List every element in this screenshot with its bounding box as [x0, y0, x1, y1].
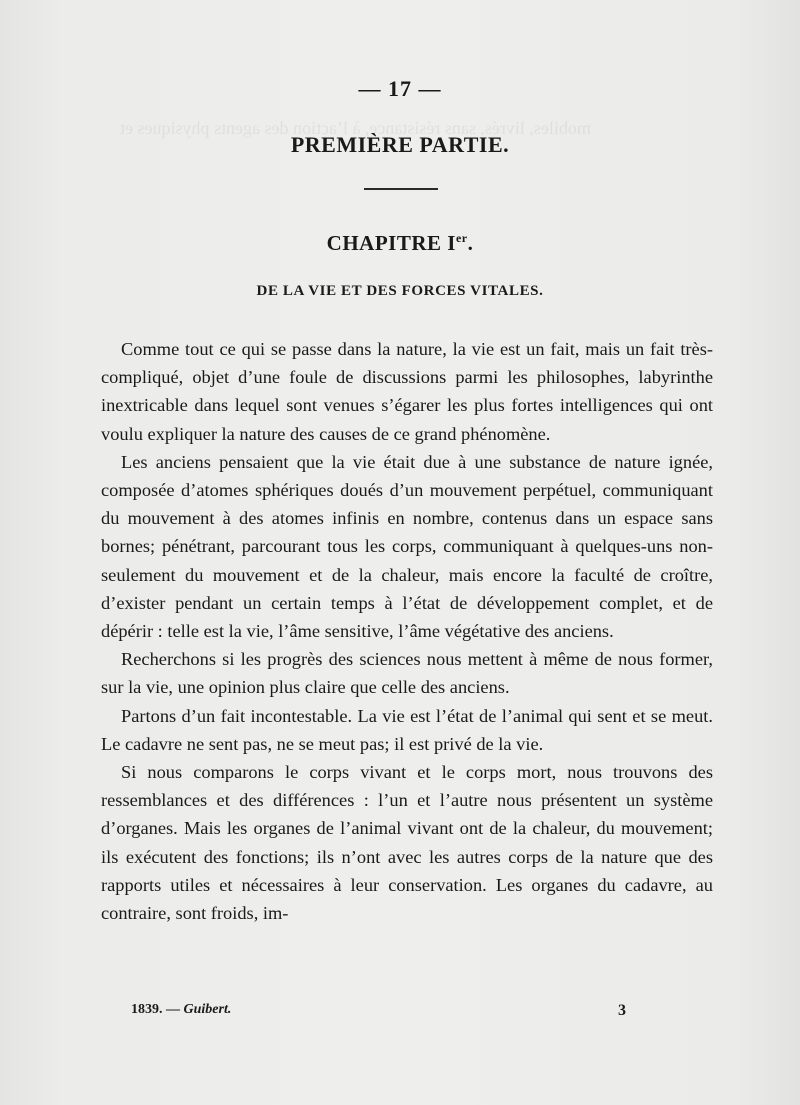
- chapter-title-period: .: [467, 231, 474, 255]
- paragraph: Comme tout ce qui se passe dans la nature, la vie est un fait, mais un fait très-compliqué, objet d’une foule de discussions parmi les philosophes, labyrinthe inextricable dans lequel sont venues s’égarer les plus fortes intelligences qui ont voulu expliquer la nature des causes de ce grand phénomène.: [101, 339, 713, 444]
- signature-author: Guibert.: [183, 1002, 232, 1017]
- page-number: — 17 —: [358, 76, 442, 101]
- body-text: [101, 335, 713, 927]
- bleed-through-text: mobiles, livrés, sans résistance, à l’action des agents physiques et: [120, 118, 591, 138]
- chapter-title: [0, 231, 800, 256]
- chapter-subtitle: DE LA VIE ET DES FORCES VITALES.: [256, 283, 544, 299]
- part-title: PREMIÈRE PARTIE.: [290, 132, 510, 157]
- paragraph: Partons d’un fait incontestable. La vie est l’état de l’animal qui sent et se meut. Le cadavre ne sent pas, ne se meut pas; il est privé de la vie.: [101, 705, 713, 754]
- paragraph: Recherchons si les progrès des sciences nous mettent à même de nous former, sur la vie, une opinion plus claire que celle des anciens.: [101, 649, 713, 698]
- title-rule: [364, 188, 438, 190]
- chapter-title-text: CHAPITRE I: [326, 231, 456, 255]
- paragraph: Si nous comparons le corps vivant et le corps mort, nous trouvons des ressemblances et des différences : l’un et l’autre nous présentent un système d’organes. Mais les organes de l’animal vivant ont de la chaleur, du mouvement; ils exécutent des fonctions; ils n’ont avec les autres corps de la nature que des rapports utiles et nécessaires à leur conservation. Les organes du cadavre, au contraire, sont froids, im-: [101, 762, 713, 924]
- paragraph: Les anciens pensaient que la vie était due à une substance de nature ignée, composée d’atomes sphériques doués d’un mouvement perpétuel, communiquant du mouvement à des atomes infinis en nombre, contenus dans un espace sans bornes; pénétrant, parcourant tous les corps, communiquant à quelques-uns non-seulement du mouvement et de la chaleur, mais encore la faculté de croître, d’exister pendant un certain temps à l’état de développement complet, et de dépérir : telle est la vie, l’âme sensitive, l’âme végétative des anciens.: [101, 451, 713, 642]
- signature-year: 1839. —: [131, 1002, 184, 1017]
- signature-mark: [131, 1002, 231, 1018]
- chapter-ordinal-suffix: er: [455, 231, 468, 245]
- sheet-number: 3: [618, 1002, 626, 1019]
